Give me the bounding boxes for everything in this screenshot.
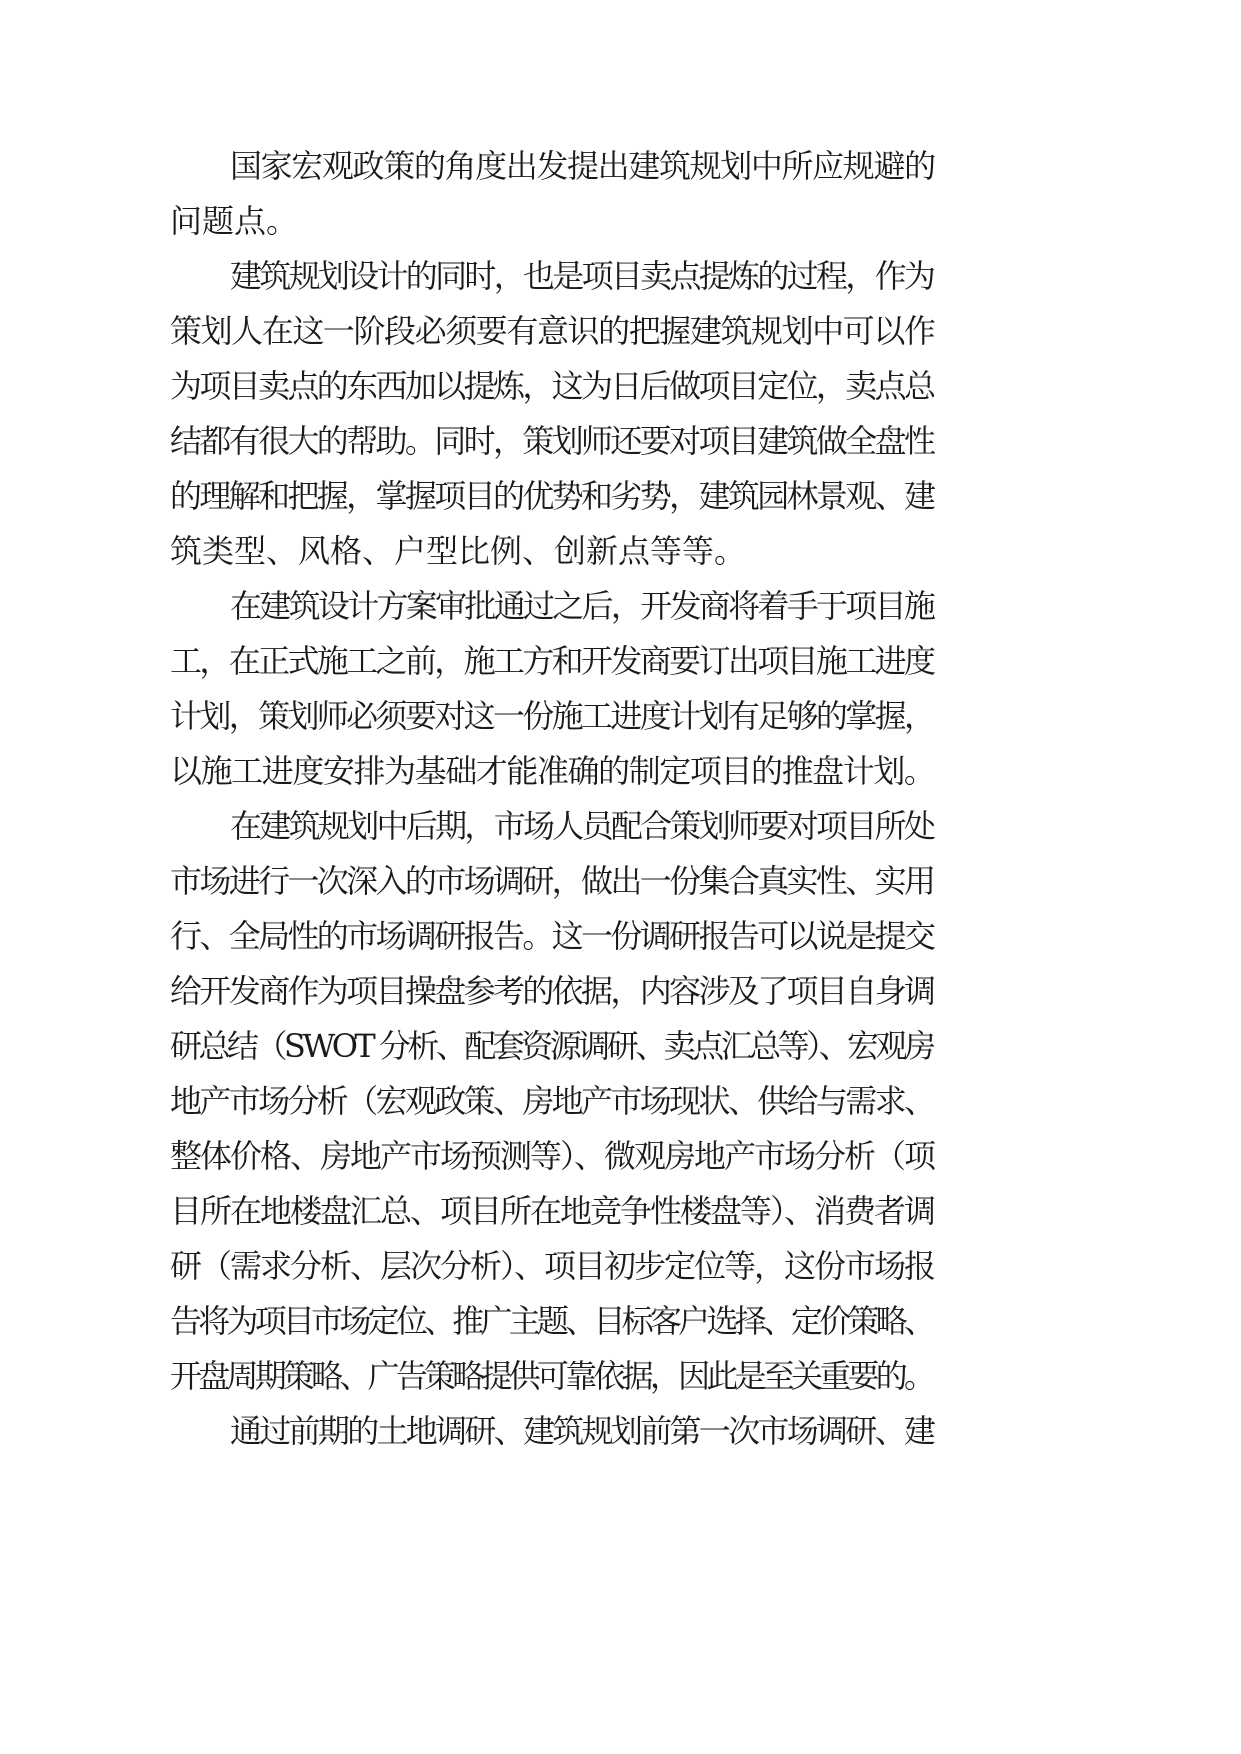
text-line [0,1299,1241,1343]
text-line [0,694,1241,738]
text-line-content: 研总结（SWOT 分析、配套资源调研、卖点汇总等）、宏观房 [170,1027,933,1065]
text-line [0,529,1241,573]
text-line-content: 市场进行一次深入的市场调研，做出一份集合真实性、实用 [170,862,934,900]
text-line-content: 工，在正式施工之前，施工方和开发商要订出项目施工进度 [170,642,934,680]
text-line [0,1024,1241,1068]
text-line-content: 问题点。 [170,202,299,240]
text-line-content: 以施工进度安排为基础才能准确的制定项目的推盘计划。 [170,752,935,790]
text-line-content: 在建筑规划中后期，市场人员配合策划师要对项目所处 [230,807,934,845]
text-line [0,914,1241,958]
text-line-content: 行、全局性的市场调研报告。这一份调研报告可以说是提交 [170,917,934,955]
text-line [0,144,1241,188]
text-line-content: 研（需求分析、层次分析）、项目初步定位等，这份市场报 [170,1247,935,1285]
text-line-content: 为项目卖点的东西加以提炼，这为日后做项目定位，卖点总 [170,367,934,405]
text-line-content: 告将为项目市场定位、推广主题、目标客户选择、定价策略、 [170,1302,933,1340]
text-line [0,1409,1241,1453]
text-line [0,364,1241,408]
text-line-content: 通过前期的土地调研、建筑规划前第一次市场调研、建 [230,1412,934,1450]
text-line-content: 策划人在这一阶段必须要有意识的把握建筑规划中可以作 [170,312,935,350]
text-line-content: 地产市场分析（宏观政策、房地产市场现状、供给与需求、 [170,1082,934,1120]
text-line [0,859,1241,903]
text-line [0,1354,1241,1398]
text-line [0,199,1241,243]
text-line [0,309,1241,353]
text-line [0,1079,1241,1123]
text-line-content: 筑类型、风格、户型比例、创新点等等。 [170,532,747,570]
text-line [0,254,1241,298]
text-line [0,1189,1241,1233]
text-line-content: 开盘周期策略、广告策略提供可靠依据，因此是至关重要的。 [170,1357,933,1395]
text-line-content: 建筑规划设计的同时，也是项目卖点提炼的过程，作为 [230,257,934,295]
text-line [0,419,1241,463]
text-line [0,749,1241,793]
text-line [0,1134,1241,1178]
text-line [0,804,1241,848]
text-line-content: 国家宏观政策的角度出发提出建筑规划中所应规避的 [230,147,935,185]
text-line-content: 给开发商作为项目操盘参考的依据，内容涉及了项目自身调 [170,972,934,1010]
text-line [0,639,1241,683]
text-line [0,584,1241,628]
text-line [0,474,1241,518]
text-line-content: 的理解和把握，掌握项目的优势和劣势，建筑园林景观、建 [170,477,934,515]
text-line-content: 在建筑设计方案审批通过之后，开发商将着手于项目施 [230,587,934,625]
text-line-content: 目所在地楼盘汇总、项目所在地竞争性楼盘等）、消费者调 [170,1192,935,1230]
text-line-content: 结都有很大的帮助。同时，策划师还要对项目建筑做全盘性 [170,422,934,460]
text-line-content: 整体价格、房地产市场预测等）、微观房地产市场分析（项 [170,1137,935,1175]
text-line [0,969,1241,1013]
text-line-content: 计划，策划师必须要对这一份施工进度计划有足够的掌握， [170,697,934,735]
text-line [0,1244,1241,1288]
